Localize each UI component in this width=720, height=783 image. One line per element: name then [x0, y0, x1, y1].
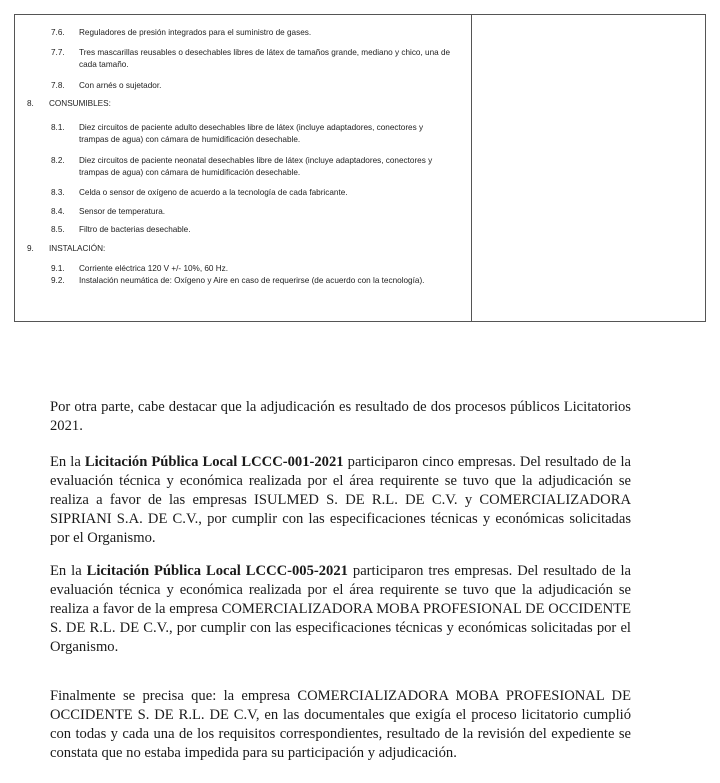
paragraph-body: participaron cinco empresas. Del resultado de la evaluación técnica y económica realizada por el área requirente se tuvo que la adjudicación se realiza a favor de las empresas ISULMED S. DE R.L. DE C.V. y COMERCIALIZADORA SIPRIANI S.A. DE C.V., por cumplir con las especificaciones técnicas y económicas solicitadas por el Organismo. [50, 454, 631, 546]
item-text: Reguladores de presión integrados para el suministro de gases. [79, 28, 312, 37]
item-number: 9.2. [51, 276, 65, 285]
paragraph-intro: Por otra parte, cabe destacar que la adjudicación es resultado de dos procesos públicos Licitatorios 2021. [50, 399, 631, 434]
paragraph-prefix: En la [50, 454, 85, 470]
item-text: Diez circuitos de paciente adulto desechables libre de látex (incluye adaptadores, conectores y trampas de agua) con cámara de humidificación desechable. [79, 123, 424, 144]
item-text: Diez circuitos de paciente neonatal desechables libre de látex (incluye adaptadores, conectores y trampas de agua) con cámara de humidificación desechable. [79, 156, 433, 177]
item-number: 8.3. [51, 188, 65, 197]
item-number: 8.5. [51, 225, 65, 234]
empty-column [472, 15, 705, 321]
item-number: 8.2. [51, 156, 65, 165]
table-row [51, 80, 451, 92]
table-row [51, 275, 451, 287]
table-row [51, 27, 451, 39]
item-text: Celda o sensor de oxígeno de acuerdo a la tecnología de cada fabricante. [79, 188, 348, 197]
specifications-table [14, 14, 706, 322]
item-text: Sensor de temperatura. [79, 207, 166, 216]
section-number: 8. [27, 99, 34, 108]
paragraph-conclusion: Finalmente se precisa que: la empresa COMERCIALIZADORA MOBA PROFESIONAL DE OCCIDENTE S. DE R.L. DE C.V, en las documentales que exigía el proceso licitatorio cumplió con todas y cada una de los requisitos correspondientes, resultado de la revisión del expediente se constata que no estaba impedida para su participación y adjudicación. [50, 688, 631, 761]
section-title: INSTALACIÓN: [49, 244, 106, 253]
table-row [51, 224, 451, 236]
item-number: 8.1. [51, 123, 65, 132]
item-number: 7.7. [51, 48, 65, 57]
table-row [51, 206, 451, 218]
item-number: 8.4. [51, 207, 65, 216]
item-number: 7.6. [51, 28, 65, 37]
section-title: CONSUMIBLES: [49, 99, 111, 108]
table-row [51, 47, 451, 71]
item-text: Filtro de bacterias desechable. [79, 225, 191, 234]
table-row [51, 155, 451, 179]
item-number: 7.8. [51, 81, 65, 90]
table-row [51, 122, 451, 146]
section-number: 9. [27, 244, 34, 253]
table-row [51, 263, 451, 275]
item-text: Instalación neumática de: Oxígeno y Aire en caso de requerirse (de acuerdo con la tecnología). [79, 276, 425, 285]
item-number: 9.1. [51, 264, 65, 273]
item-text: Corriente eléctrica 120 V +/- 10%, 60 Hz. [79, 264, 229, 273]
section-row [27, 243, 105, 255]
tender-reference: Licitación Pública Local LCCC-001-2021 [84, 454, 344, 470]
specifications-column [15, 15, 471, 321]
paragraph-lccc-005 [50, 562, 631, 657]
item-text: Tres mascarillas reusables o desechables libres de látex de tamaños grande, mediano y chico, una de cada tamaño. [79, 48, 451, 69]
table-row [51, 187, 451, 199]
item-text: Con arnés o sujetador. [79, 81, 162, 90]
paragraph-prefix: En la [50, 563, 87, 579]
paragraph-lccc-001 [50, 453, 631, 548]
paragraph-body: participaron tres empresas. Del resultado de la evaluación técnica y económica realizada por el área requirente se tuvo que la adjudicación se realiza a favor de la empresa COMERCIALIZADORA MOBA PROFESIONAL DE OCCIDENTE S. DE R.L. DE C.V., por cumplir con las especificaciones técnicas y económicas solicitadas por el Organismo. [50, 563, 631, 655]
tender-reference: Licitación Pública Local LCCC-005-2021 [86, 563, 348, 579]
section-row [27, 98, 111, 110]
